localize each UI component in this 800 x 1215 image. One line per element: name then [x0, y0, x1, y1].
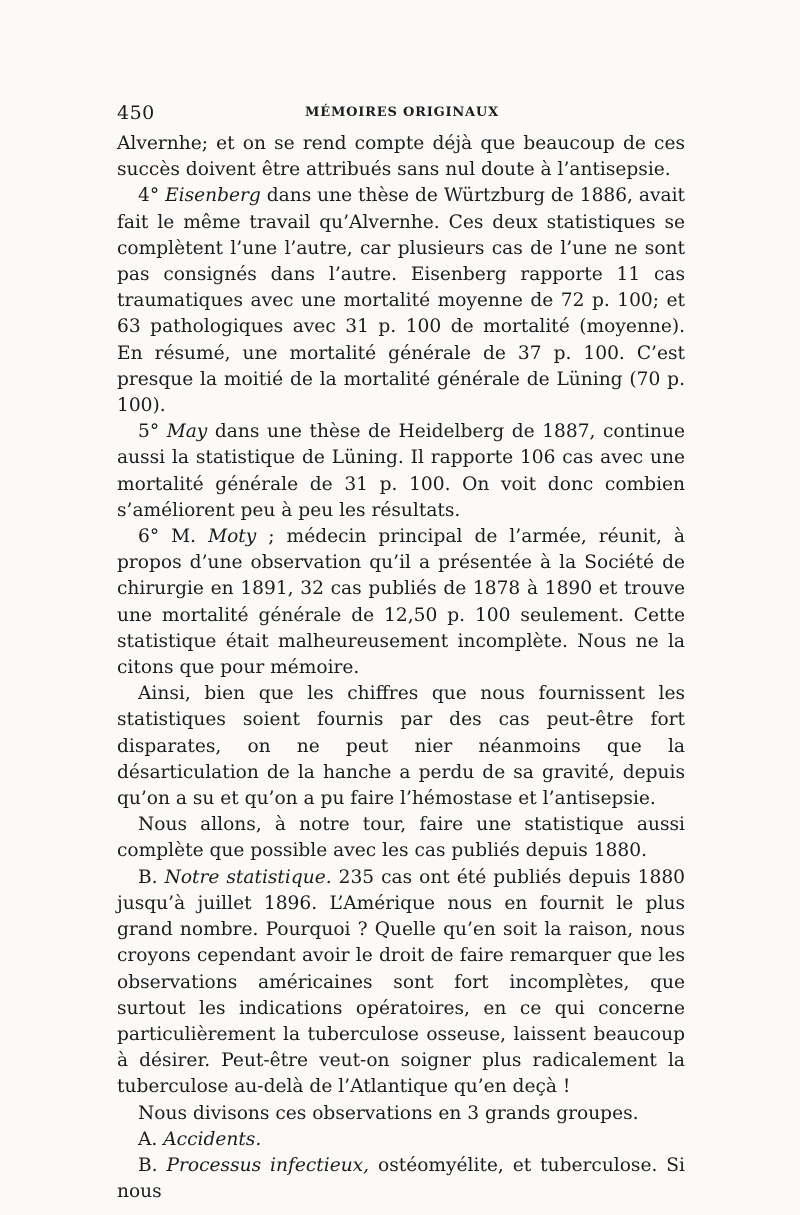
section-title: Accidents.: [163, 1128, 262, 1150]
section-letter: A.: [138, 1128, 164, 1150]
author-name: Moty: [208, 526, 257, 548]
page-header: [117, 100, 687, 126]
paragraph-continuation: [117, 131, 685, 183]
paragraph-text: ostéomyélite, et tuberculose. Si nous: [117, 1154, 685, 1203]
paragraph-text: ; médecin principal de l’armée, réunit, à propos d’une observation qu’il a présentée à la Société de chirurgie en 1891, 32 cas publiés de 1878 à 1890 et trouve une mortalité générale de 12,50 p. 100 seulement. Cette statistique était malheureusement incomplète. Nous ne la citons que pour mémoire.: [117, 526, 685, 679]
paragraph-notre-statistique: [117, 865, 685, 1101]
paragraph-may: [117, 419, 685, 524]
group-processus-infectieux: [117, 1153, 685, 1205]
section-title: Notre statistique.: [164, 866, 332, 888]
group-accidents: [117, 1127, 685, 1153]
section-letter: B.: [138, 1154, 167, 1176]
paragraph-text: dans une thèse de Würtzburg de 1886, avait fait le même travail qu’Alvernhe. Ces deux statistiques se complètent l’une l’autre, car plusieurs cas de l’une ne sont pas consignés dans l’autre. Eisenberg rapporte 11 cas traumatiques avec une mortalité moyenne de 72 p. 100; et 63 pathologiques avec 31 p. 100 de mortalité (moyenne). En résumé, une mortalité générale de 37 p. 100. C’est presque la moitié de la mortalité générale de Lüning (70 p. 100).: [117, 185, 685, 417]
section-title: Processus infectieux,: [166, 1154, 370, 1176]
paragraph-text: Ainsi, bien que les chiffres que nous fournissent les statistiques soient fournis par des cas peut-être fort disparates, on ne peut nier néanmoins que la désarticulation de la hanche a perdu de sa gravité, depuis qu’on a su et qu’on a pu faire l’hémostase et l’antisepsie.: [117, 683, 685, 810]
paragraph-text: Alvernhe; et on se rend compte déjà que beaucoup de ces succès doivent être attribués sans nul doute à l’antisepsie.: [117, 133, 685, 181]
page-number: 450: [117, 102, 155, 124]
paragraph-nous-allons: [117, 812, 685, 864]
item-number: 4°: [138, 185, 166, 207]
paragraph-groupes: [117, 1101, 685, 1127]
paragraph-text: Nous divisons ces observations en 3 grands groupes.: [138, 1102, 639, 1124]
section-letter: B.: [138, 866, 165, 888]
author-name: Eisenberg: [165, 185, 261, 207]
item-number: 6° M.: [138, 526, 209, 548]
paragraph-moty: [117, 524, 685, 681]
paragraph-ainsi: [117, 681, 685, 812]
running-title: MÉMOIRES ORIGINAUX: [305, 105, 499, 120]
body-text: [117, 131, 685, 1205]
paragraph-text: 235 cas ont été publiés depuis 1880 jusqu’à juillet 1896. L’Amérique nous en fournit le plus grand nombre. Pourquoi ? Quelle qu’en soit la raison, nous croyons cependant avoir le droit de faire remarquer que les observations américaines sont fort incomplètes, que surtout les indications opératoires, en ce qui concerne particulièrement la tuberculose osseuse, laissent beaucoup à désirer. Peut-être veut-on soigner plus radicalement la tuberculose au-delà de l’Atlantique qu’en deçà !: [117, 866, 685, 1098]
paragraph-text: dans une thèse de Heidelberg de 1887, continue aussi la statistique de Lüning. Il rapporte 106 cas avec une mortalité générale de 31 p. 100. On voit donc combien s’améliorent peu à peu les résultats.: [117, 421, 685, 521]
paragraph-eisenberg: [117, 183, 685, 419]
author-name: May: [166, 421, 208, 443]
paragraph-text: Nous allons, à notre tour, faire une statistique aussi complète que possible avec les cas publiés depuis 1880.: [117, 814, 685, 862]
item-number: 5°: [138, 421, 167, 443]
